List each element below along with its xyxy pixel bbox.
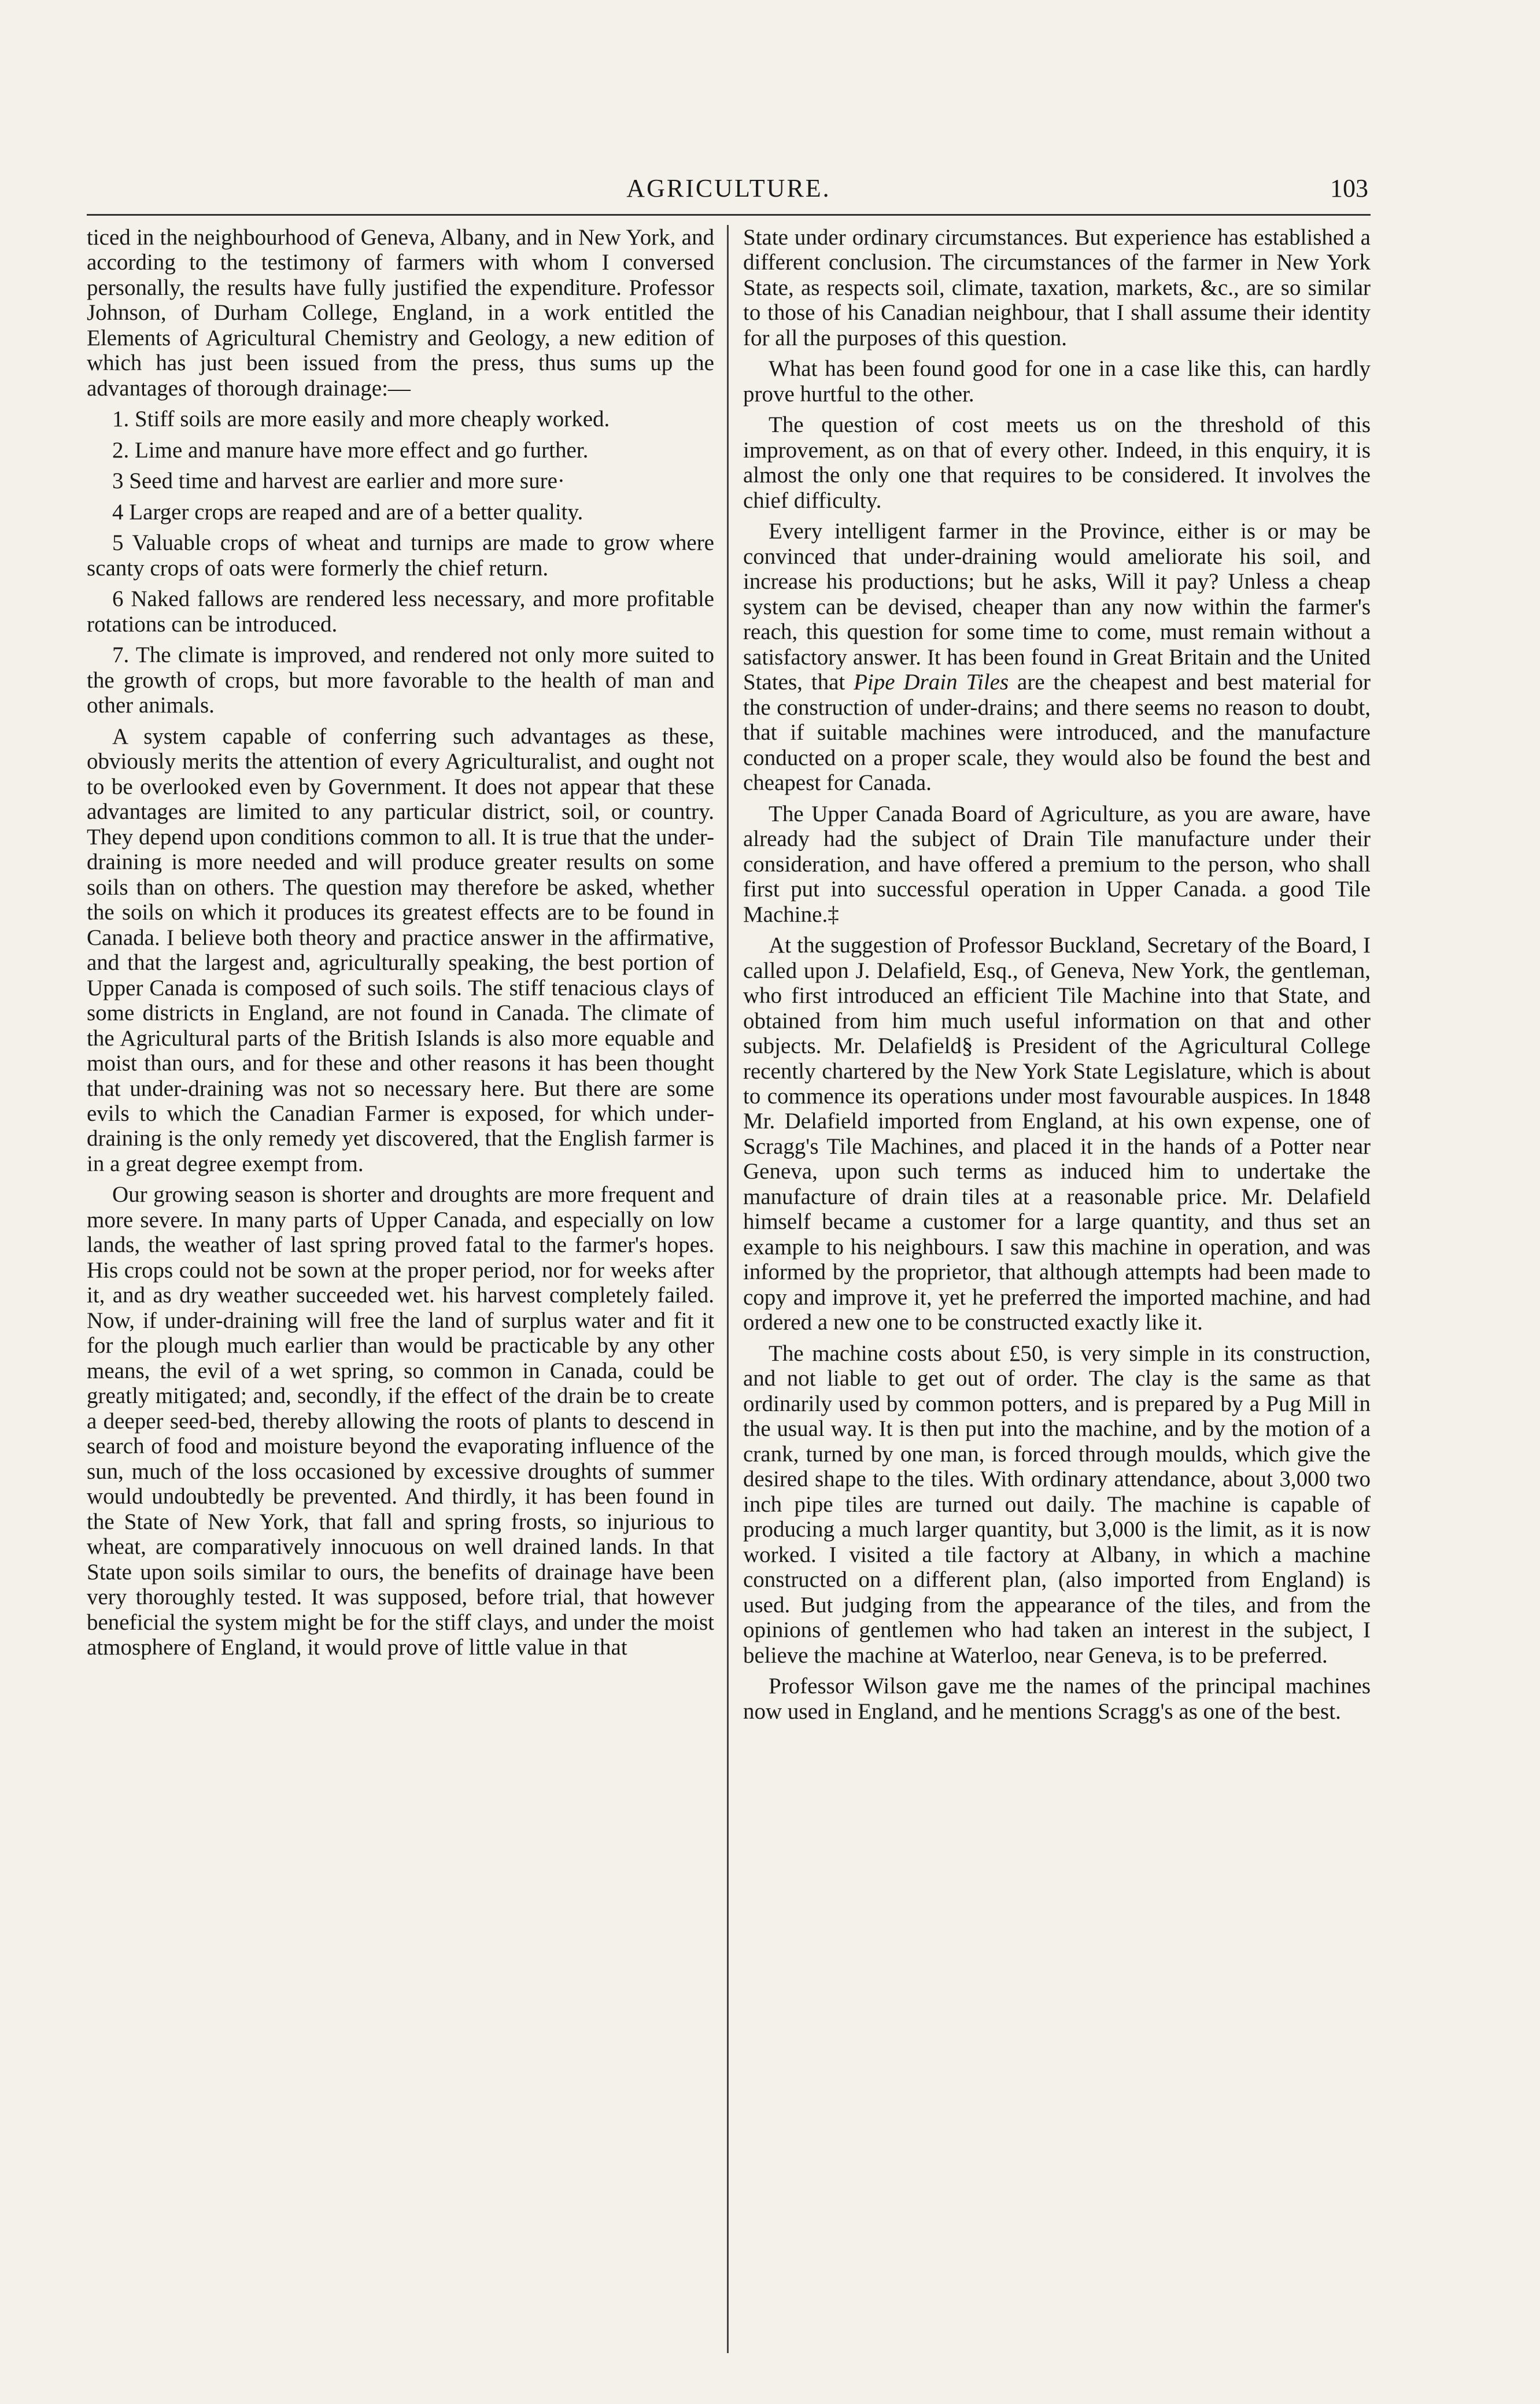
paragraph: ticed in the neighbourhood of Geneva, Albany, and in New York, and according to the testimony of farmers with whom I conversed personally, the results have fully justified the expenditure. Professor Johnson, of Durham College, England, in a work entitled the Elements of Agricultural Chemistry and Geology, a new edition of which has just been issued from the press, thus sums up the advantages of thorough drainage:—	[87, 225, 714, 401]
paragraph: What has been found good for one in a case like this, can hardly prove hurtful to the other.	[743, 356, 1371, 407]
paragraph: The machine costs about £50, is very simple in its construction, and not liable to get out of order. The clay is the same as that ordinarily used by common potters, and is prepared by a Pug Mill in the usual way. It is then put into the machine, and by the motion of a crank, turned by one man, is forced through moulds, which give the desired shape to the tiles. With ordinary attendance, about 3,000 two inch pipe tiles are turned out daily. The machine is capable of producing a much larger quantity, but 3,000 is the limit, as it is now worked. I visited a tile factory at Albany, in which a machine constructed on a different plan, (also imported from England) is used. But judging from the appearance of the tiles, and from the opinions of gentlemen who had taken an interest in the subject, I believe the machine at Waterloo, near Geneva, is to be preferred.	[743, 1341, 1371, 1668]
running-title: AGRICULTURE.	[626, 174, 831, 202]
left-column	[87, 225, 714, 1730]
list-item: 4 Larger crops are reaped and are of a better quality.	[112, 499, 583, 525]
header-rule	[87, 214, 1371, 216]
text-run: are the cheapest and best material for the construction of under-drains; and there seems no reason to doubt, that if suitable machines were introduced, and the manufacture conducted on a proper scale, they would also be found the best and cheapest for Canada.	[743, 670, 1371, 796]
list-item: 7. The climate is improved, and rendered not only more suited to the growth of crops, but more favorable to the health of man and other animals.	[87, 642, 714, 718]
page-number: 103	[1330, 174, 1368, 202]
document-page	[87, 173, 1371, 2325]
paragraph: The question of cost meets us on the threshold of this improvement, as on that of every other. Indeed, in this enquiry, it is almost the only one that requires to be considered. It involves the chief difficulty.	[743, 412, 1371, 513]
text-run: Every intelligent farmer in the Province, either is or may be convinced that under-draining would ameliorate his soil, and increase his productions; but he asks, Will it pay? Unless a cheap system can be devised, cheaper than any now within the farmer's reach, this question for some time to come, must remain without a satisfactory answer. It has been found in Great Britain and the United States, that	[743, 519, 1371, 695]
paragraph	[743, 519, 1371, 795]
paragraph: The Upper Canada Board of Agriculture, as you are aware, have already had the subject of Drain Tile manufacture under their consideration, and have offered a premium to the person, who shall first put into successful operation in Upper Canada. a good Tile Machine.‡	[743, 801, 1371, 927]
list-item: 6 Naked fallows are rendered less necessary, and more profitable rotations can be introduced.	[87, 586, 714, 637]
text-columns	[87, 225, 1371, 1730]
italic-term: Pipe Drain Tiles	[854, 670, 1009, 695]
right-column	[743, 225, 1371, 1730]
list-item: 2. Lime and manure have more effect and go further.	[112, 437, 589, 463]
paragraph: Our growing season is shorter and droughts are more frequent and more severe. In many parts of Upper Canada, and especially on low lands, the weather of last spring proved fatal to the farmer's hopes. His crops could not be sown at the proper period, nor for weeks after it, and as dry weather succeeded wet. his harvest completely failed. Now, if under-draining will free the land of surplus water and fit it for the plough much earlier than would be practicable by any other means, the evil of a wet spring, so common in Canada, could be greatly mitigated; and, secondly, if the effect of the drain be to create a deeper seed-bed, thereby allowing the roots of plants to descend in search of food and moisture beyond the evaporating influence of the sun, much of the loss occasioned by excessive droughts of summer would undoubtedly be prevented. And thirdly, it has been found in the State of New York, that fall and spring frosts, so injurious to wheat, are comparatively innocuous on well drained lands. In that State upon soils similar to ours, the benefits of drainage have been very thoroughly tested. It was supposed, before trial, that however beneficial the system might be for the stiff clays, and under the moist atmosphere of England, it would prove of little value in that	[87, 1182, 714, 1660]
paragraph: Professor Wilson gave me the names of the principal machines now used in England, and he mentions Scragg's as one of the best.	[743, 1674, 1371, 1724]
list-item: 1. Stiff soils are more easily and more cheaply worked.	[112, 407, 610, 432]
running-header	[87, 173, 1371, 209]
list-item: 3 Seed time and harvest are earlier and more sure·	[112, 468, 565, 494]
paragraph: At the suggestion of Professor Buckland, Secretary of the Board, I called upon J. Delafield, Esq., of Geneva, New York, the gentleman, who first introduced an efficient Tile Machine into that State, and obtained from him much useful information on that and other subjects. Mr. Delafield§ is President of the Agricultural College recently chartered by the New York State Legislature, which is about to commence its operations under most favourable auspices. In 1848 Mr. Delafield imported from England, at his own expense, one of Scragg's Tile Machines, and placed it in the hands of a Potter near Geneva, upon such terms as induced him to undertake the manufacture of drain tiles at a reasonable price. Mr. Delafield himself became a customer for a large quantity, and thus set an example to his neighbours. I saw this machine in operation, and was informed by the proprietor, that although attempts had been made to copy and improve it, yet he preferred the imported machine, and had ordered a new one to be constructed exactly like it.	[743, 933, 1371, 1335]
paragraph: State under ordinary circumstances. But experience has established a different conclusion. The circumstances of the farmer in New York State, as respects soil, climate, taxation, markets, &c., are so similar to those of his Canadian neighbour, that I shall assume their identity for all the purposes of this question.	[743, 225, 1371, 350]
column-divider	[727, 225, 729, 2353]
list-item: 5 Valuable crops of wheat and turnips are made to grow where scanty crops of oats were formerly the chief return.	[87, 530, 714, 581]
paragraph: A system capable of conferring such advantages as these, obviously merits the attention of every Agriculturalist, and ought not to be overlooked even by Government. It does not appear that these advantages are limited to any particular district, soil, or country. They depend upon conditions common to all. It is true that the under-draining is more needed and will produce greater results on some soils than on others. The question may therefore be asked, whether the soils on which it produces its greatest effects are to be found in Canada. I believe both theory and practice answer in the affirmative, and that the largest and, agriculturally speaking, the best portion of Upper Canada is composed of such soils. The stiff tenacious clays of some districts in England, are not found in Canada. The climate of the Agricultural parts of the British Islands is also more equable and moist than ours, and for these and other reasons it has been thought that under-draining was not so necessary here. But there are some evils to which the Canadian Farmer is exposed, for which under-draining is the only remedy yet discovered, that the English farmer is in a great degree exempt from.	[87, 723, 714, 1176]
